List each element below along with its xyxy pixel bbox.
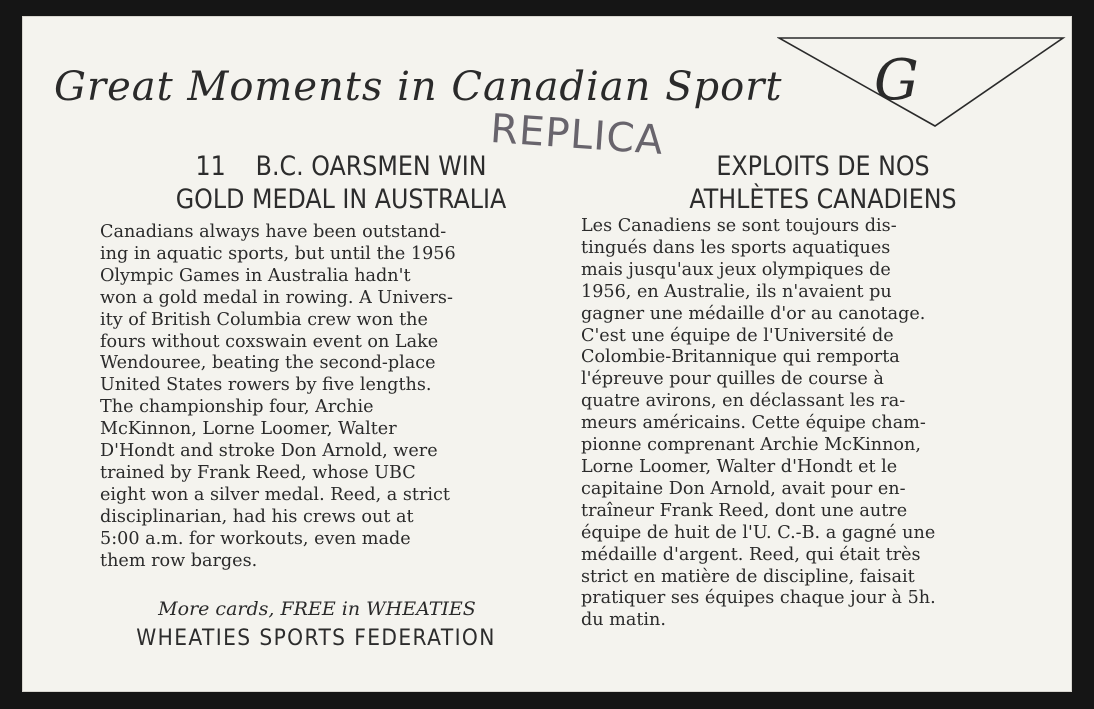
series-letter: G <box>874 48 919 113</box>
french-heading-line2: ATHLÈTES CANADIENS <box>689 184 957 215</box>
federation-label: WHEATIES SPORTS FEDERATION <box>136 626 496 651</box>
english-heading <box>108 150 574 216</box>
more-cards-note: More cards, FREE in WHEATIES <box>158 598 476 620</box>
replica-stamp: REPLICA <box>488 106 666 164</box>
triangle-badge <box>777 36 1067 128</box>
french-body-text: Les Canadiens se sont toujours dis- tingués dans les sports aquatiques mais jusqu'aux jeux olympiques de 1956, en Australie, ils n'avaient pu gagner une médaille d'or au canotage. C'est une équipe de l'Université de Colombie-Britannique qui remporta l'épreuve pour quilles de course à quatre avirons, en déclassant les ra- meurs américains. Cette équipe cham- pionne comprenant Archie McKinnon, Lorne Loomer, Walter d'Hondt et le capitaine Don Arnold, avait pour en- traîneur Frank Reed, dont une autre équipe de huit de l'U. C.-B. a gagné une médaille d'argent. Reed, qui était très strict en matière de discipline, faisait pratiquer ses équipes chaque jour à 5h. du matin. <box>581 216 936 631</box>
card-number: 11 <box>195 151 226 182</box>
sport-card <box>22 16 1072 692</box>
french-heading <box>616 150 1030 216</box>
french-heading-line1: EXPLOITS DE NOS <box>716 151 930 182</box>
english-heading-line1: B.C. OARSMEN WIN <box>255 151 487 182</box>
series-title: Great Moments in Canadian Sport <box>54 64 783 110</box>
english-body-text: Canadians always have been outstand- ing in aquatic sports, but until the 1956 Olympic Games in Australia hadn't won a gold medal in rowing. A Univers- ity of British Columbia crew won the fours without coxswain event on Lake Wendouree, beating the second-place United States rowers by five lengths. The championship four, Archie McKinnon, Lorne Loomer, Walter D'Hondt and stroke Don Arnold, were trained by Frank Reed, whose UBC eight won a silver medal. Reed, a strict disciplinarian, had his crews out at 5:00 a.m. for workouts, even made them row barges. <box>100 222 456 571</box>
english-heading-line2: GOLD MEDAL IN AUSTRALIA <box>175 184 507 215</box>
